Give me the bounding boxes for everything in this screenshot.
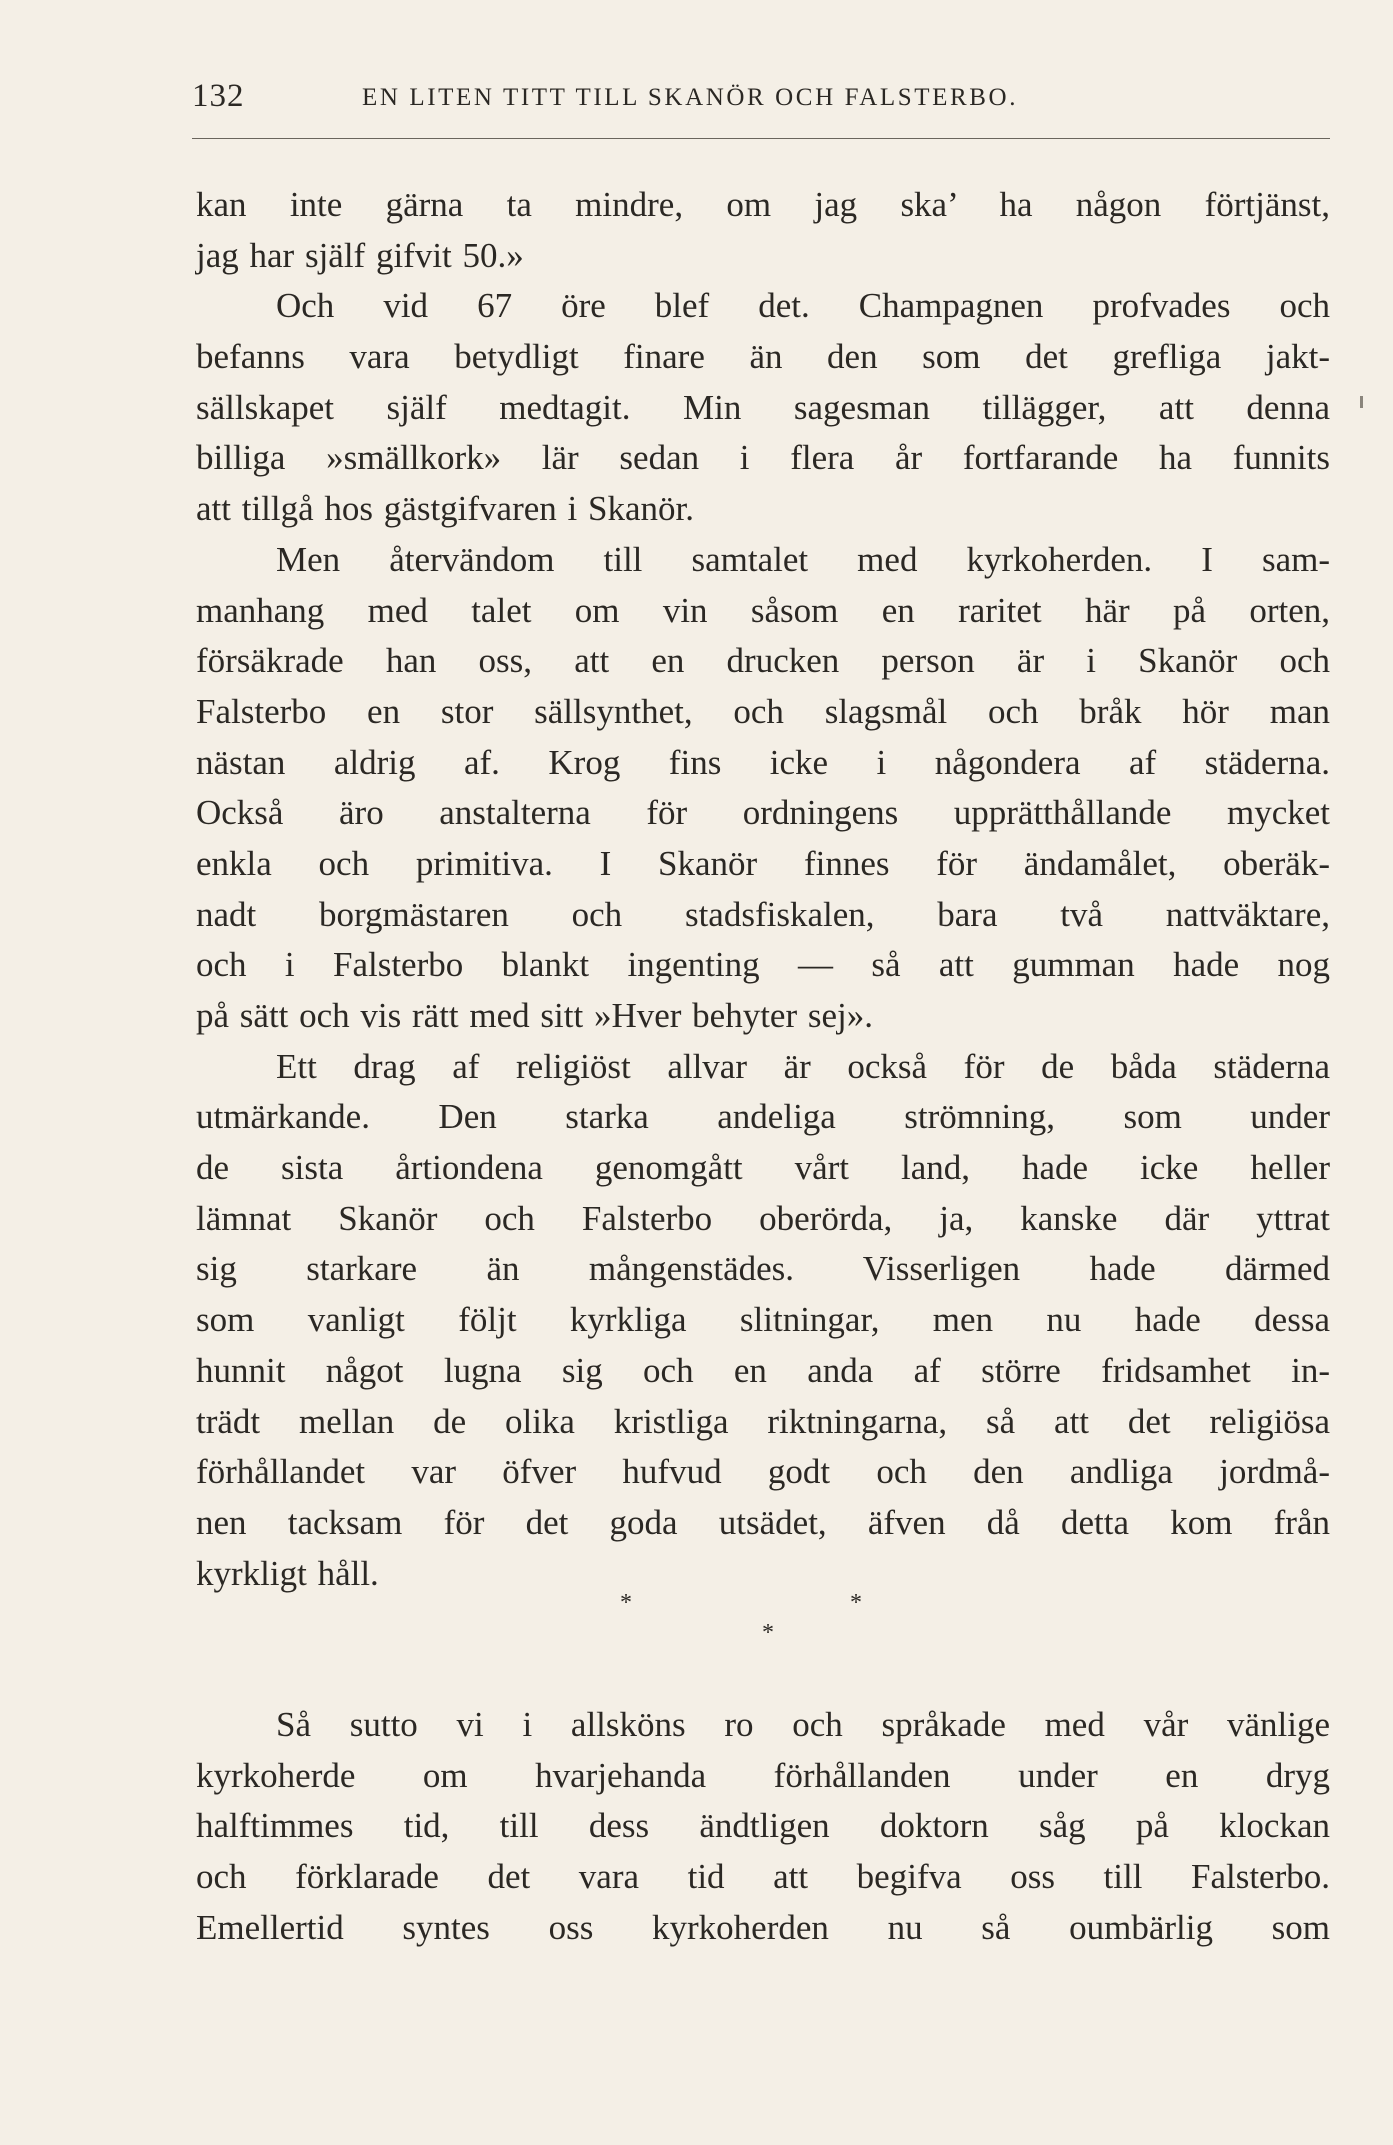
text-line: och i Falsterbo blankt ingenting — så att gumman hade nog <box>196 945 1330 985</box>
text-line: jag har själf gifvit 50.» <box>196 235 524 275</box>
text-line: Och vid 67 öre blef det. Champagnen profvades och <box>276 286 1330 326</box>
text-line: befanns vara betydligt finare än den som det grefliga jakt- <box>196 337 1330 377</box>
text-line: manhang med talet om vin såsom en raritet här på orten, <box>196 590 1330 630</box>
asterisk: * <box>850 1590 862 1616</box>
margin-mark <box>1360 396 1363 408</box>
text-line: halftimmes tid, till dess ändtligen doktorn såg på klockan <box>196 1806 1330 1846</box>
text-line: de sista årtiondena genomgått vårt land, hade icke heller <box>196 1148 1330 1188</box>
text-line: trädt mellan de olika kristliga riktningarna, så att det religiösa <box>196 1401 1330 1441</box>
text-line: som vanligt följt kyrkliga slitningar, men nu hade dessa <box>196 1300 1330 1340</box>
text-line: kyrkligt håll. <box>196 1553 379 1593</box>
text-line: nen tacksam för det goda utsädet, äfven då detta kom från <box>196 1502 1330 1542</box>
asterism <box>600 1590 880 1650</box>
text-line: Ett drag af religiöst allvar är också för de båda städerna <box>276 1046 1330 1086</box>
text-line: på sätt och vis rätt med sitt »Hver behyter sej». <box>196 996 874 1035</box>
text-line: sällskapet själf medtagit. Min sagesman tillägger, att denna <box>196 387 1330 427</box>
text-line: sig starkare än mångenstädes. Visserligen hade därmed <box>196 1249 1330 1289</box>
text-line: Så sutto vi i allsköns ro och språkade med vår vänlige <box>276 1705 1330 1744</box>
body-text-top <box>196 180 1330 1599</box>
text-line: hunnit något lugna sig och en anda af större fridsamhet in- <box>196 1350 1330 1390</box>
text-line: nästan aldrig af. Krog fins icke i någondera af städerna. <box>196 742 1330 782</box>
page-number: 132 <box>192 78 245 114</box>
text-line: att tillgå hos gästgifvaren i Skanör. <box>196 489 694 529</box>
text-line: kan inte gärna ta mindre, om jag ska’ ha någon förtjänst, <box>196 185 1330 224</box>
asterisk: * <box>620 1590 632 1616</box>
running-title: EN LITEN TITT TILL SKANÖR OCH FALSTERBO. <box>362 84 1019 111</box>
text-line: lämnat Skanör och Falsterbo oberörda, ja, kanske där yttrat <box>196 1198 1330 1238</box>
header-rule <box>192 138 1330 139</box>
text-line: försäkrade han oss, att en drucken person är i Skanör och <box>196 641 1330 681</box>
text-line: Också äro anstalterna för ordningens upprätthållande mycket <box>196 793 1330 833</box>
text-line: billiga »smällkork» lär sedan i flera år fortfarande ha funnits <box>196 438 1330 478</box>
text-line: nadt borgmästaren och stadsfiskalen, bara två nattväktare, <box>196 894 1330 934</box>
text-line: utmärkande. Den starka andeliga strömning, som under <box>196 1097 1330 1137</box>
text-line: Men återvändom till samtalet med kyrkoherden. I sam- <box>276 539 1330 579</box>
text-line: kyrkoherde om hvarjehanda förhållanden under en dryg <box>196 1755 1330 1795</box>
text-line: enkla och primitiva. I Skanör finnes för ändamålet, oberäk- <box>196 843 1330 883</box>
text-line: förhållandet var öfver hufvud godt och den andliga jordmå- <box>196 1452 1330 1492</box>
text-line: Falsterbo en stor sällsynthet, och slagsmål och bråk hör man <box>196 691 1330 731</box>
body-text-bottom <box>196 1700 1330 1953</box>
asterisk: * <box>762 1620 774 1646</box>
page-header <box>192 78 1332 118</box>
text-line: och förklarade det vara tid att begifva oss till Falsterbo. <box>196 1857 1330 1897</box>
text-line: Emellertid syntes oss kyrkoherden nu så oumbärlig som <box>196 1907 1330 1947</box>
